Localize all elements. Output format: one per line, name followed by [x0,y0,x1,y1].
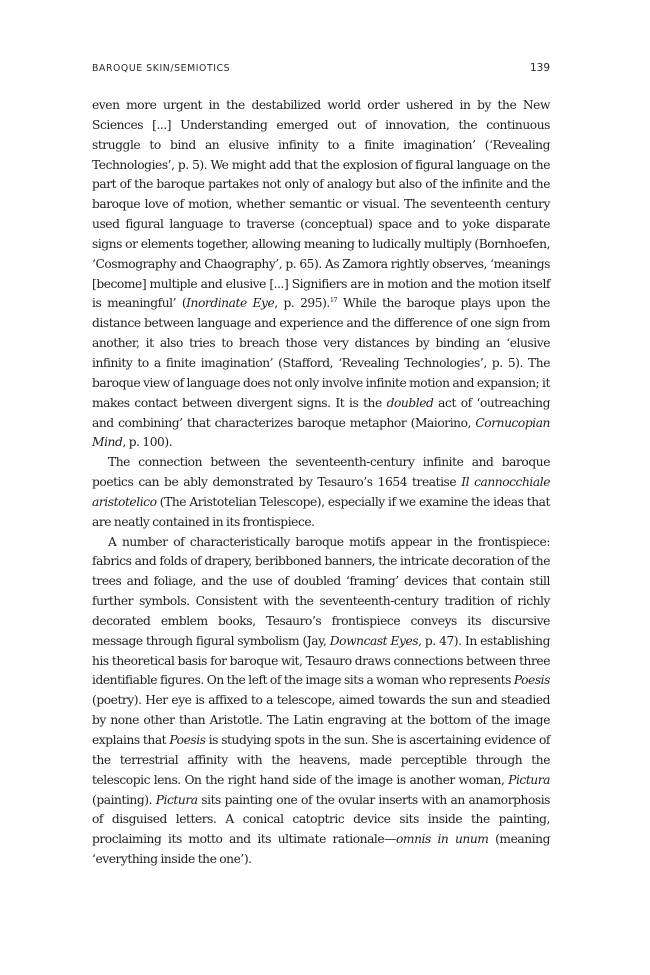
paragraph-1: even more urgent in the destabilized world order ushered in by the New Sciences [...] Understanding emerged out of innovation, the continuous struggle to bind an elusive infinity to a finite imagination’ (‘Revealing Technologies’, p. 5). We might add that the explosion of figural language on the part of the baroque partakes not only of analogy but also of the infinite and the baroque love of motion, whether semantic or visual. The seventeenth century used figural language to traverse (conceptual) space and to yoke disparate signs or elements together, allowing meaning to ludically multiply (Bornhoefen, ‘Cosmography and Chaography’, p. 65). As Zamora rightly observes, ‘meanings [become] multiple and elusive [...] Signifiers are in motion and the motion itself is meaningful’ (Inordinate Eye, p. 295).$^{17}$ While the baroque plays upon the distance between language and experience and the difference of one sign from another, it also tries to breach those very distances by binding an ‘elusive infinity to a finite imagination’ (Stafford, ‘Revealing Technologies’, p. 5). The baroque view of language does not only involve infinite motion and expansion; it makes contact between divergent signs. It is the doubled act of ‘outreaching and combining’ that characterizes baroque metaphor (Maiorino, Cornucopian Mind, p. 100). [92,98,550,450]
book-title: Il cannocchiale aristotelico [92,475,550,509]
paragraph-3: A number of characteristically baroque motifs appear in the frontispiece: fabrics and folds of drapery, beribboned banners, the intricate decoration of the trees and foliage, and the use of doubled ‘framing’ devices that contain still further symbols. Consistent with the seventeenth-century tradition of richly decorated emblem books, Tesauro’s frontispiece conveys its discursive message through figural symbolism (Jay, Downcast Eyes, p. 47). In establishing his theoretical basis for baroque wit, Tesauro draws connections between three identifiable figures. On the left of the image sits a woman who represents Poesis (poetry). Her eye is affixed to a telescope, aimed towards the sun and steadied by none other than Aristotle. The Latin engraving at the bottom of the image explains that Poesis is studying spots in the sun. She is ascertaining evidence of the terrestrial affinity with the heavens, made perceptible through the telescopic lens. On the right hand side of the image is another woman, Pictura (painting). Pictura sits painting one of the ovular inserts with an anamorphosis of disguised letters. A conical catoptric device sits inside the painting, proclaiming its motto and its ultimate rationale—omnis in unum (meaning ‘everything inside the one’). [92,534,551,867]
running-head: BAROQUE SKIN/SEMIOTICS [92,63,231,74]
emphasis: Pictura [508,772,550,787]
emphasis: Poesis [513,673,550,688]
body-text [92,96,550,870]
emphasis: Pictura [155,792,198,807]
book-title: Inordinate Eye [186,296,275,311]
emphasis: doubled [386,395,434,410]
emphasis: Poesis [169,733,206,747]
emphasis: omnis in unum [395,832,489,847]
book-title: Downcast Eyes [329,633,419,648]
book-title: Cornucopian Mind [92,415,550,450]
paragraph-2: The connection between the seventeenth-century infinite and baroque poetics can be ably demonstrated by Tesauro’s 1654 treatise Il cannocchiale aristotelico (The Aristotelian Telescope), especially if we examine the ideas that are neatly contained in its frontispiece. [92,455,550,529]
page-number: 139 [529,62,550,74]
footnote-ref[interactable]: 17 [329,296,338,305]
page-header [92,62,550,74]
